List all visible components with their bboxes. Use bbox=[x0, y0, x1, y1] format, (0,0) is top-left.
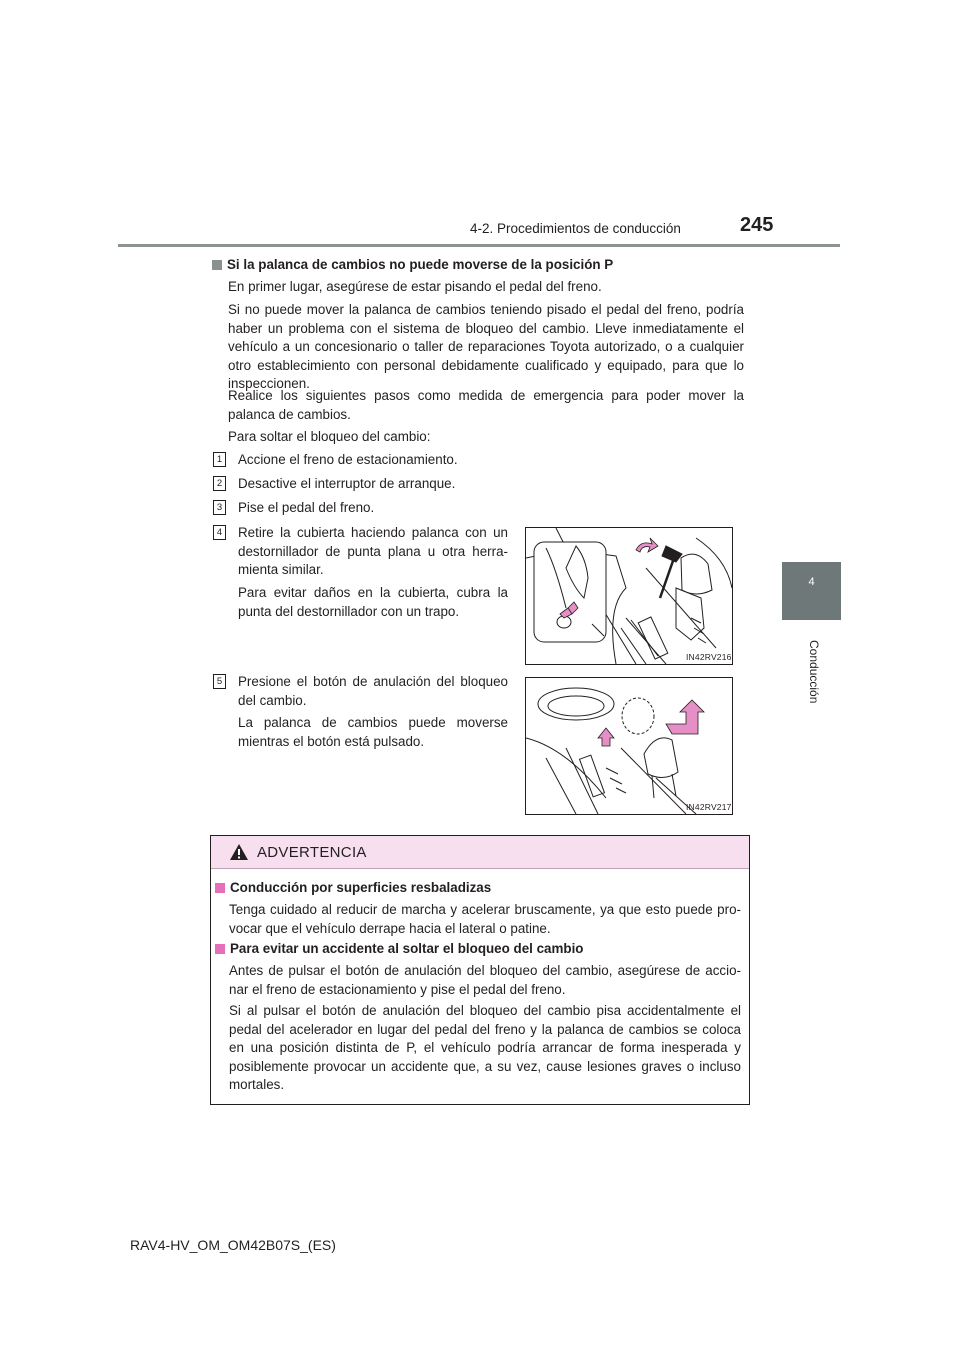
step-text: Pise el pedal del freno. bbox=[238, 500, 375, 515]
step-text: Accione el freno de estacionamiento. bbox=[238, 452, 458, 467]
step-number-badge: 3 bbox=[213, 500, 226, 515]
step-number-badge: 1 bbox=[213, 452, 226, 467]
square-bullet-icon bbox=[215, 944, 225, 954]
shift-cover-illustration bbox=[526, 528, 732, 664]
figure-code: IN42RV217 bbox=[686, 802, 732, 812]
chapter-tab-number: 4 bbox=[808, 576, 815, 588]
section-heading bbox=[212, 256, 752, 275]
header-rule bbox=[118, 244, 840, 247]
step-number-badge: 5 bbox=[213, 674, 226, 689]
warning-box bbox=[210, 835, 750, 1105]
figure-shift-cover-removal bbox=[525, 527, 733, 665]
step-note: Para evitar daños en la cubierta, cubra la punta del destornillador con un trapo. bbox=[238, 585, 508, 619]
warning-paragraph: Antes de pulsar el botón de anulación del bloqueo del cambio, asegúrese de accio-nar el freno de estacionamiento y pise el pedal del freno. bbox=[229, 963, 741, 997]
paragraph: En primer lugar, asegúrese de estar pisando el pedal del freno. bbox=[228, 279, 602, 294]
warning-item-heading-text: Conducción por superficies resbaladizas bbox=[230, 880, 492, 895]
paragraph: Para soltar el bloqueo del cambio: bbox=[228, 429, 431, 444]
step-text: Presione el botón de anulación del bloqueo del cambio. bbox=[238, 674, 508, 708]
paragraph: Realice los siguientes pasos como medida de emergencia para poder mover la palanca de cambios. bbox=[228, 388, 744, 422]
section-heading-text: Si la palanca de cambios no puede moverse de la posición P bbox=[227, 257, 614, 272]
figure-code: IN42RV216 bbox=[686, 652, 732, 662]
warning-triangle-icon bbox=[229, 843, 249, 861]
shift-lever-illustration bbox=[526, 678, 732, 814]
figure-shift-lock-override bbox=[525, 677, 733, 815]
square-bullet-icon bbox=[212, 260, 222, 270]
document-code: RAV4-HV_OM_OM42B07S_(ES) bbox=[130, 1237, 336, 1253]
square-bullet-icon bbox=[215, 883, 225, 893]
warning-title: ADVERTENCIA bbox=[257, 844, 367, 861]
chapter-tab[interactable] bbox=[782, 562, 841, 620]
warning-paragraph: Si al pulsar el botón de anulación del bloqueo del cambio pisa accidentalmente el pedal del acelerador en lugar del pedal del freno y la palanca de cambios se coloca en una posición distinta de P, el vehículo podría arrancar de forma inesperada y posiblemente provocar un accidente que, a su vez, cause lesiones graves o incluso mortales. bbox=[229, 1003, 741, 1092]
chapter-tab-label: Conducción bbox=[807, 640, 821, 704]
warning-paragraph: Tenga cuidado al reducir de marcha y acelerar bruscamente, ya que esto puede pro-vocar que el vehículo derrape hacia el lateral o patine. bbox=[229, 902, 741, 936]
warning-item-heading bbox=[215, 879, 735, 898]
step-text: Desactive el interruptor de arranque. bbox=[238, 476, 456, 491]
warning-item-heading-text: Para evitar un accidente al soltar el bloqueo del cambio bbox=[230, 941, 584, 956]
section-title: 4-2. Procedimientos de conducción bbox=[470, 221, 681, 236]
step-number-badge: 2 bbox=[213, 476, 226, 491]
warning-header bbox=[211, 836, 749, 869]
step-text: Retire la cubierta haciendo palanca con un destornillador de punta plana u otra herra-mienta similar. bbox=[238, 525, 508, 577]
step-note: La palanca de cambios puede moverse mientras el botón está pulsado. bbox=[238, 715, 508, 749]
page-number: 245 bbox=[740, 214, 774, 236]
warning-item-heading bbox=[215, 940, 735, 959]
paragraph: Si no puede mover la palanca de cambios teniendo pisado el pedal del freno, podría haber un problema con el sistema de bloqueo del cambio. Lleve inmediatamente el vehículo a un concesionario o taller de reparaciones Toyota autorizado, o a cualquier otro establecimiento con personal debidamente cualificado y equipado, para que lo inspeccionen. bbox=[228, 302, 744, 391]
step-number-badge: 4 bbox=[213, 525, 226, 540]
